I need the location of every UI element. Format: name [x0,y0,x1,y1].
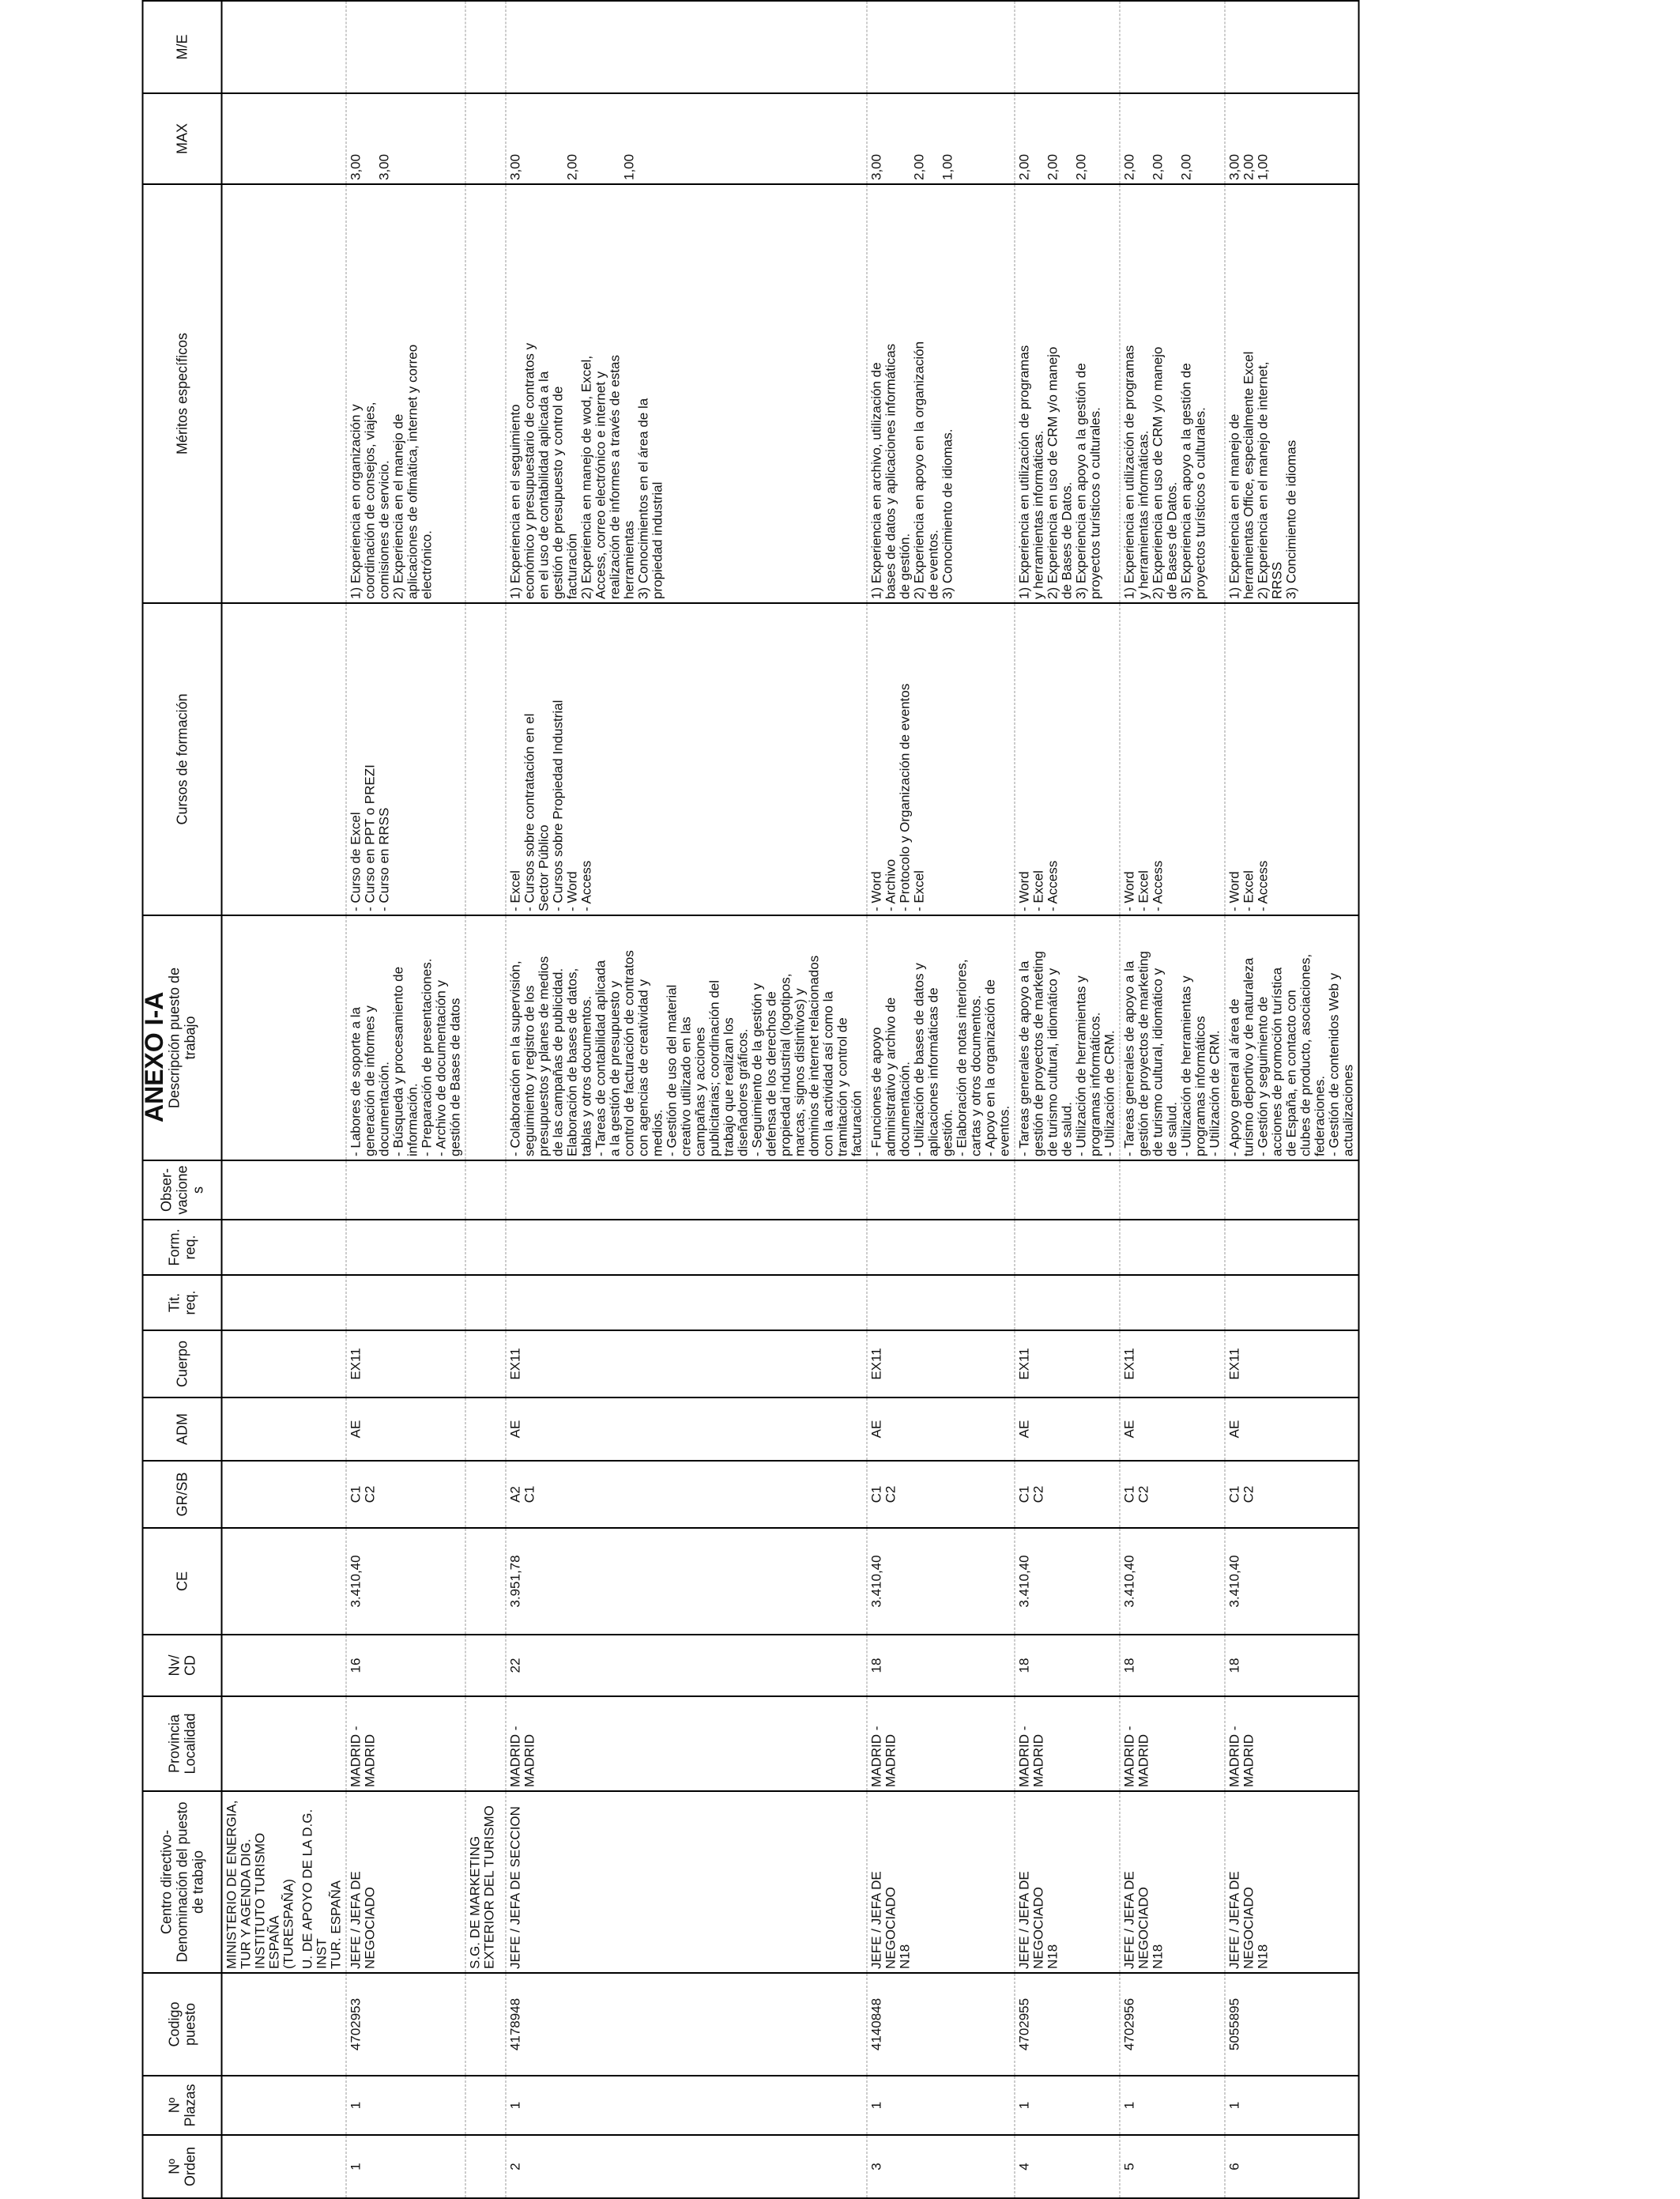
cell-provincia: MADRID - MADRID [1225,1696,1359,1791]
cell-orden: 1 [346,2135,465,2198]
cell-centro: JEFE / JEFA DE NEGOCIADO [346,1791,465,1973]
cell-plazas: 1 [1120,2076,1225,2135]
cell-cuerpo: EX11 [1120,1330,1225,1397]
header-max: MAX [143,93,222,184]
header-meritos: Méritos específicos [143,184,222,603]
cell-formacion [1015,1220,1120,1275]
cell-max: 3,00 3,00 [346,93,465,184]
cell-descripcion: - Tareas generales de apoyo a la gestión de proyectos de marketing de turismo cultural, idiomático y de salud. - Utilización de herramientas y programas informáticos. - Utilización de CRM. [1015,915,1120,1160]
cell-me [506,1,867,93]
header-formacion: Form. req. [143,1220,222,1275]
vacancy-table-sheet [142,2,1513,2199]
cell-centro: JEFE / JEFA DE NEGOCIADO N18 [867,1791,1015,1973]
cell-grupo: C1 C2 [1120,1461,1225,1528]
cell-grupo: C1 C2 [867,1461,1015,1528]
cell-nivel: 18 [867,1635,1015,1696]
cell-cuerpo: EX11 [506,1330,867,1397]
cell-meritos: 1) Experiencia en archivo, utilización de bases de datos y aplicaciones informáticas de gestión. 2) Experiencia en apoyo en la organización de eventos. 3) Conocimiento de idiomas. [867,184,1015,603]
cell-plazas: 1 [346,2076,465,2135]
subdireccion-label: S.G. DE MARKETING EXTERIOR DEL TURISMO [465,1791,506,1973]
cell-formacion [1225,1220,1359,1275]
cell-ce: 3.410,40 [346,1528,465,1635]
table-row-unidad [299,1,347,2198]
cell-max: 3,00 2,00 1,00 [867,93,1015,184]
cell-grupo: A2 C1 [506,1461,867,1528]
header-plazas: Nº Plazas [143,2076,222,2135]
cell-me [1225,1,1359,93]
cell-provincia: MADRID - MADRID [1015,1696,1120,1791]
cell-cuerpo: EX11 [1225,1330,1359,1397]
cell-cursos: - Word - Excel - Access [1120,603,1225,915]
cell-max: 3,00 2,00 1,00 [506,93,867,184]
cell-observaciones [1225,1160,1359,1220]
cell-adm: AE [1225,1397,1359,1461]
cell-ce: 3.410,40 [1015,1528,1120,1635]
cell-grupo: C1 C2 [1225,1461,1359,1528]
cell-cuerpo: EX11 [1015,1330,1120,1397]
ministerio-label: MINISTERIO DE ENERGIA, TUR Y AGENDA DIG. INSTITUTO TURISMO ESPAÑA (TURESPAÑA) [222,1791,299,1973]
cell-descripcion: - Labores de soporte a la generación de informes y documentación. - Búsqueda y procesamiento de información. - Preparación de presentaciones. - Archivo de documentación y gestión de Bases de datos [346,915,465,1160]
cell-adm: AE [506,1397,867,1461]
cell-nivel: 18 [1120,1635,1225,1696]
cell-centro: JEFE / JEFA DE NEGOCIADO N18 [1120,1791,1225,1973]
cell-descripcion: - Apoyo general al área de turismo deportivo y de naturaleza - Gestión y seguimiento de acciones de promoción turística de España, en contacto con clubes de producto, asociaciones, federaciones. - Gestión de contenidos Web y actualizaciones [1225,915,1359,1160]
cell-plazas: 1 [867,2076,1015,2135]
cell-codigo: 4702955 [1015,1973,1120,2076]
cell-orden: 3 [867,2135,1015,2198]
cell-orden: 2 [506,2135,867,2198]
header-nivel: Nv/ CD [143,1635,222,1696]
cell-descripcion: - Colaboración en la supervisión, seguimiento y registro de los presupuestos y planes de medios de las campañas de publicidad. Elaboración de bases de datos, tablas y otros documentos. - Tareas de contabilidad aplicada a la gestión de presupuesto y control de facturación de contratos con agencias de creatividad y medios. - Gestión de uso del material creativo utilizado en las campañas y acciones publicitarias; coordinación del trabajo que realizan los diseñadores gráficos. - Seguimiento de la gestión y defensa de los derechos de propiedad industrial (logotipos, marcas, signos distintivos) y dominios de internet relacionados con la actividad así como la tramitación y control de facturación [506,915,867,1160]
cell-meritos: 1) Experiencia en utilización de programas y herramientas informáticas. 2) Experiencia en uso de CRM y/o manejo de Bases de Datos. 3) Experiencia en apoyo a la gestión de proyectos turísticos o culturales. [1015,184,1120,603]
cell-centro: JEFE / JEFA DE SECCION [506,1791,867,1973]
cell-titulacion [1015,1275,1120,1330]
header-me: M/E [143,1,222,93]
cell-cursos: - Word - Excel - Access [1225,603,1359,915]
cell-formacion [867,1220,1015,1275]
cell-me [1120,1,1225,93]
cell-meritos: 1) Experiencia en el manejo de herramientas Office, especialmente Excel 2) Experiencia en el manejo de internet, RRSS 3) Concimiento de idiomas [1225,184,1359,603]
cell-titulacion [346,1275,465,1330]
cell-observaciones [506,1160,867,1220]
header-orden: Nº Orden [143,2135,222,2198]
header-descripcion: Descripción puesto de trabajo [143,915,222,1160]
cell-me [1015,1,1120,93]
cell-provincia: MADRID - MADRID [346,1696,465,1791]
cell-observaciones [346,1160,465,1220]
cell-descripcion: - Tareas generales de apoyo a la gestión de proyectos de marketing de turismo cultural, idiomático y de salud. - Utilización de herramientas y programas informáticos - Utilización de CRM. [1120,915,1225,1160]
cell-observaciones [867,1160,1015,1220]
cell-cursos: - Curso de Excel - Curso en PPT o PREZI - Curso en RRSS [346,603,465,915]
cell-nivel: 16 [346,1635,465,1696]
cell-formacion [1120,1220,1225,1275]
cell-adm: AE [346,1397,465,1461]
cell-titulacion [867,1275,1015,1330]
cell-adm: AE [1015,1397,1120,1461]
cell-cursos: - Excel - Cursos sobre contratación en el Sector Público - Cursos sobre Propiedad Industrial - Word - Access [506,603,867,915]
cell-max: 2,00 2,00 2,00 [1015,93,1120,184]
cell-codigo: 4178948 [506,1973,867,2076]
header-observaciones: Obser- vaciones [143,1160,222,1220]
cell-plazas: 1 [506,2076,867,2135]
cell-plazas: 1 [1225,2076,1359,2135]
cell-ce: 3.951,78 [506,1528,867,1635]
cell-cursos: - Word - Archivo - Protocolo y Organización de eventos - Excel [867,603,1015,915]
cell-me [867,1,1015,93]
cell-grupo: C1 C2 [346,1461,465,1528]
header-ce: CE [143,1528,222,1635]
header-codigo: Codigo puesto [143,1973,222,2076]
header-titulacion: Tit. req. [143,1275,222,1330]
cell-provincia: MADRID - MADRID [1120,1696,1225,1791]
header-cursos: Cursos de formación [143,603,222,915]
cell-cuerpo: EX11 [346,1330,465,1397]
cell-titulacion [506,1275,867,1330]
cell-formacion [506,1220,867,1275]
cell-centro: JEFE / JEFA DE NEGOCIADO N18 [1225,1791,1359,1973]
cell-ce: 3.410,40 [867,1528,1015,1635]
table-row [346,1,465,2198]
cell-adm: AE [867,1397,1015,1461]
cell-provincia: MADRID - MADRID [506,1696,867,1791]
table-row [1225,1,1359,2198]
cell-centro: JEFE / JEFA DE NEGOCIADO N18 [1015,1791,1120,1973]
table-row [506,1,867,2198]
vacancy-table [142,0,1360,2199]
page-title: ANEXO I-A [140,991,168,1122]
cell-orden: 4 [1015,2135,1120,2198]
cell-orden: 5 [1120,2135,1225,2198]
header-centro: Centro directivo- Denominación del puesto de trabajo [143,1791,222,1973]
cell-formacion [346,1220,465,1275]
cell-meritos: 1) Experiencia en utilización de programas y herramientas informáticas. 2) Experiencia en uso de CRM y/o manejo de Bases de Datos. 3) Experiencia en apoyo a la gestión de proyectos turísticos o culturales. [1120,184,1225,603]
table-header-row [143,1,222,2198]
cell-max: 2,00 2,00 2,00 [1120,93,1225,184]
header-provincia: Provincia Localidad [143,1696,222,1791]
cell-adm: AE [1120,1397,1225,1461]
cell-descripcion: - Funciones de apoyo administrativo y archivo de documentación. - Utilización de bases de datos y aplicaciones informáticas de gestión. - Elaboración de notas interiores, cartas y otros documentos. - Apoyo en la organización de eventos. [867,915,1015,1160]
table-row [1120,1,1225,2198]
cell-codigo: 4140848 [867,1973,1015,2076]
table-row-subdireccion [465,1,506,2198]
cell-orden: 6 [1225,2135,1359,2198]
cell-codigo: 5055895 [1225,1973,1359,2076]
cell-meritos: 1) Experiencia en organización y coordinación de consejos, viajes, comisiones de servicio. 2) Experiencia en el manejo de aplicaciones de ofimática, internet y correo electrónico. [346,184,465,603]
cell-titulacion [1120,1275,1225,1330]
table-row-ministerio [222,1,299,2198]
cell-meritos: 1) Experiencia en el seguimiento económico y presupuestario de contratos y en el uso de contabilidad aplicada a la gestión de presupuesto y control de facturación 2) Experiencia en manejo de wod, Excel, Access, correo electrónico e internet y realización de informes a través de estas herramientas 3) Conocimientos en el área de la propiedad industrial [506,184,867,603]
cell-provincia: MADRID - MADRID [867,1696,1015,1791]
cell-codigo: 4702956 [1120,1973,1225,2076]
cell-nivel: 18 [1225,1635,1359,1696]
cell-nivel: 18 [1015,1635,1120,1696]
header-grupo: GR/SB [143,1461,222,1528]
cell-grupo: C1 C2 [1015,1461,1120,1528]
cell-codigo: 4702953 [346,1973,465,2076]
unidad-label: U. DE APOYO DE LA D.G. INST TUR. ESPAÑA [299,1791,347,1973]
cell-titulacion [1225,1275,1359,1330]
cell-me [346,1,465,93]
cell-ce: 3.410,40 [1120,1528,1225,1635]
cell-plazas: 1 [1015,2076,1120,2135]
header-adm: ADM [143,1397,222,1461]
cell-ce: 3.410,40 [1225,1528,1359,1635]
table-row [867,1,1015,2198]
cell-observaciones [1015,1160,1120,1220]
cell-nivel: 22 [506,1635,867,1696]
cell-max: 3,00 2,00 1,00 [1225,93,1359,184]
cell-cursos: - Word - Excel - Access [1015,603,1120,915]
header-cuerpo: Cuerpo [143,1330,222,1397]
cell-cuerpo: EX11 [867,1330,1015,1397]
table-row [1015,1,1120,2198]
cell-observaciones [1120,1160,1225,1220]
